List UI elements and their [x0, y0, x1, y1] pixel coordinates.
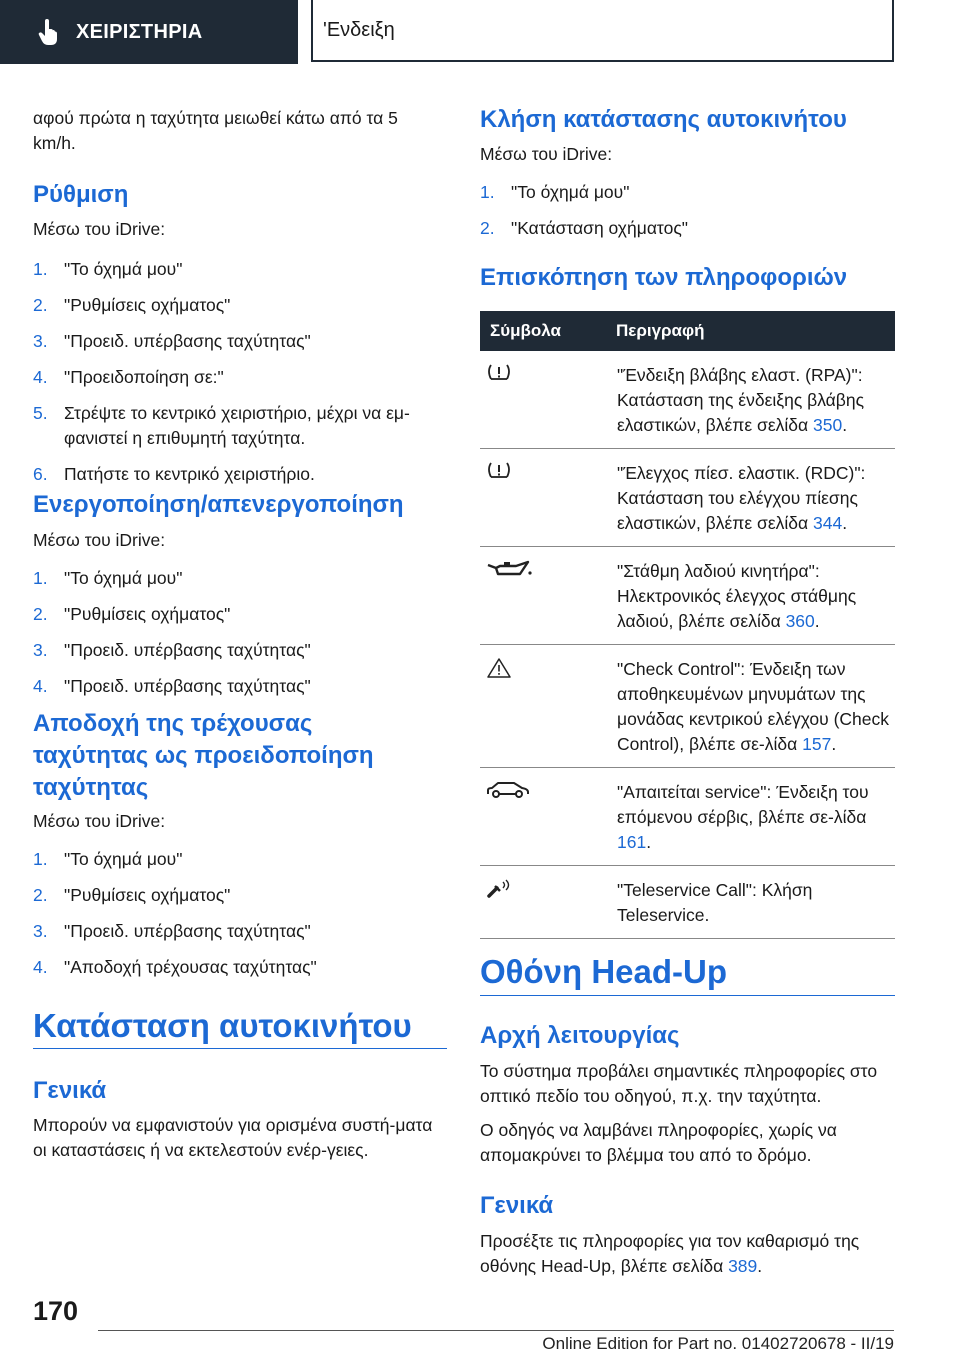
general-text-right: Προσέξτε τις πληροφορίες για τον καθαρισμό της οθόνης Head-Up, βλέπε σελίδα 389.	[480, 1231, 860, 1276]
teleservice-icon	[486, 878, 516, 900]
page-link[interactable]: 161	[617, 832, 647, 852]
list-item: 1. "Το όχημά μου"	[480, 182, 630, 202]
warning-triangle-icon	[486, 657, 512, 679]
general-text-left: Μπορούν να εμφανιστούν για ορισμένα συστή‐ματα οι καταστάσεις ή να εκτελεστούν ενέρ‐γειες.	[33, 1115, 433, 1160]
table-row: "Στάθμη λαδιού κινητήρα": Ηλεκτρονικός έλεγχος στάθμης λαδιού, βλέπε σελίδα 360.	[480, 547, 895, 645]
list-item: 3. "Προειδ. υπέρβασης ταχύτητας"	[33, 640, 311, 660]
table-row	[480, 866, 895, 939]
service-car-icon	[486, 780, 530, 800]
steps-list-rythmisi	[33, 257, 447, 498]
oil-can-icon	[486, 559, 534, 579]
intro-text: αφού πρώτα η ταχύτητα μειωθεί κάτω από τα 5 km/h.	[33, 108, 398, 153]
page-header	[0, 0, 960, 66]
tire-pressure-warning-icon	[486, 363, 512, 383]
tire-pressure-monitor-icon	[486, 461, 512, 481]
row-description: "Απαιτείται service": Ένδειξη του επόμενου σέρβις, βλέπε σε‐λίδα	[617, 782, 869, 827]
list-item: 6. Πατήστε το κεντρικό χειριστήριο.	[33, 464, 315, 484]
heading-general-left: Γενικά	[33, 1077, 107, 1104]
footer-divider	[98, 1330, 894, 1331]
page-link[interactable]: 360	[785, 611, 815, 631]
list-item: 4. "Προειδ. υπέρβασης ταχύτητας"	[33, 676, 311, 696]
principle-text-1: Το σύστημα προβάλει σημαντικές πληροφορίες στο οπτικό πεδίο του οδηγού, π.χ. την ταχύτητα.	[480, 1061, 878, 1106]
page-link[interactable]: 350	[813, 415, 843, 435]
row-description: "Έλεγχος πίεσ. ελαστικ. (RDC)": Κατάσταση του ελέγχου πίεσης ελαστικών, βλέπε σελίδα	[617, 463, 866, 533]
section-title: ΧΕΙΡΙΣΤΗΡΙΑ	[76, 20, 203, 43]
list-item: 3. "Προειδ. υπέρβασης ταχύτητας"	[33, 331, 311, 351]
symbols-table	[480, 311, 895, 939]
via-idrive-text: Μέσω του iDrive:	[33, 530, 166, 550]
via-idrive-text: Μέσω του iDrive:	[33, 219, 166, 239]
steps-list-accept	[33, 847, 447, 991]
table-row: "Check Control": Ένδειξη των αποθηκευμένων μηνυμάτων της μονάδας κεντρικού ελέγχου (Check Control), βλέπε σε‐λίδα 157.	[480, 645, 895, 768]
list-item: 2. "Ρυθμίσεις οχήματος"	[33, 885, 231, 905]
heading-accept-speed: Αποδοχή της τρέχουσας ταχύτητας ως προειδοποίηση ταχύτητας	[33, 710, 374, 801]
list-item: 1. "Το όχημά μου"	[33, 259, 183, 279]
heading-call-status: Κλήση κατάστασης αυτοκινήτου	[480, 106, 847, 133]
list-item: 5. Στρέψτε το κεντρικό χειριστήριο, μέχρι να εμ‐φανιστεί η επιθυμητή ταχύτητα.	[33, 403, 410, 448]
hand-pointer-icon	[38, 19, 60, 45]
table-header-row	[480, 311, 895, 351]
section-tab	[0, 0, 298, 64]
heading-general-right: Γενικά	[480, 1192, 554, 1219]
principle-text-2: Ο οδηγός να λαμβάνει πληροφορίες, χωρίς να απομακρύνει το βλέμμα του από το δρόμο.	[480, 1120, 837, 1165]
via-idrive-text: Μέσω του iDrive:	[480, 144, 613, 164]
list-item: 2. "Ρυθμίσεις οχήματος"	[33, 604, 231, 624]
col-desc-header: Περιγραφή	[606, 311, 895, 351]
list-item: 3. "Προειδ. υπέρβασης ταχύτητας"	[33, 921, 311, 941]
heading-rythmisi: Ρύθμιση	[33, 181, 129, 208]
col-symbol-header: Σύμβολα	[480, 311, 606, 351]
list-item: 4. "Προειδοποίηση σε:"	[33, 367, 224, 387]
steps-list-activation	[33, 566, 447, 710]
row-description: "Ένδειξη βλάβης ελαστ. (RPA)": Κατάσταση της ένδειξης βλάβης ελαστικών, βλέπε σελίδα	[617, 365, 865, 435]
heading-head-up: Οθόνη Head-Up	[480, 952, 895, 996]
page-link[interactable]: 157	[802, 734, 832, 754]
via-idrive-text: Μέσω του iDrive:	[33, 811, 166, 831]
heading-vehicle-status: Κατάσταση αυτοκινήτου	[33, 1006, 447, 1049]
row-description: "Teleservice Call": Κλήση Teleservice.	[617, 880, 813, 925]
list-item: 2. "Κατάσταση οχήματος"	[480, 218, 688, 238]
page-link[interactable]: 344	[813, 513, 843, 533]
page-number: 170	[33, 1296, 79, 1326]
table-row: "Έλεγχος πίεσ. ελαστικ. (RDC)": Κατάσταση του ελέγχου πίεσης ελαστικών, βλέπε σελίδα 344.	[480, 449, 895, 547]
list-item: 1. "Το όχημά μου"	[33, 849, 183, 869]
row-description: "Check Control": Ένδειξη των αποθηκευμένων μηνυμάτων της μονάδας κεντρικού ελέγχου (Check Control), βλέπε σε‐λίδα	[617, 659, 890, 754]
topic-title: 'Ενδειξη	[323, 18, 395, 41]
row-description: "Στάθμη λαδιού κινητήρα": Ηλεκτρονικός έλεγχος στάθμης λαδιού, βλέπε σελίδα	[617, 561, 857, 631]
page-link[interactable]: 389	[728, 1256, 758, 1276]
topic-tab	[311, 0, 894, 62]
footer-edition: Online Edition for Part no. 01402720678 - II/19	[542, 1334, 894, 1353]
list-item: 2. "Ρυθμίσεις οχήματος"	[33, 295, 231, 315]
table-row: "Απαιτείται service": Ένδειξη του επόμενου σέρβις, βλέπε σε‐λίδα 161.	[480, 768, 895, 866]
heading-activation: Ενεργοποίηση/απενεργοποίηση	[33, 491, 404, 518]
list-item: 1. "Το όχημά μου"	[33, 568, 183, 588]
table-row: "Ένδειξη βλάβης ελαστ. (RPA)": Κατάσταση της ένδειξης βλάβης ελαστικών, βλέπε σελίδα 350.	[480, 351, 895, 449]
steps-list-call-status	[480, 180, 895, 252]
heading-principle: Αρχή λειτουργίας	[480, 1022, 680, 1049]
list-item: 4. "Αποδοχή τρέχουσας ταχύτητας"	[33, 957, 317, 977]
heading-info-overview: Επισκόπηση των πληροφοριών	[480, 264, 848, 291]
